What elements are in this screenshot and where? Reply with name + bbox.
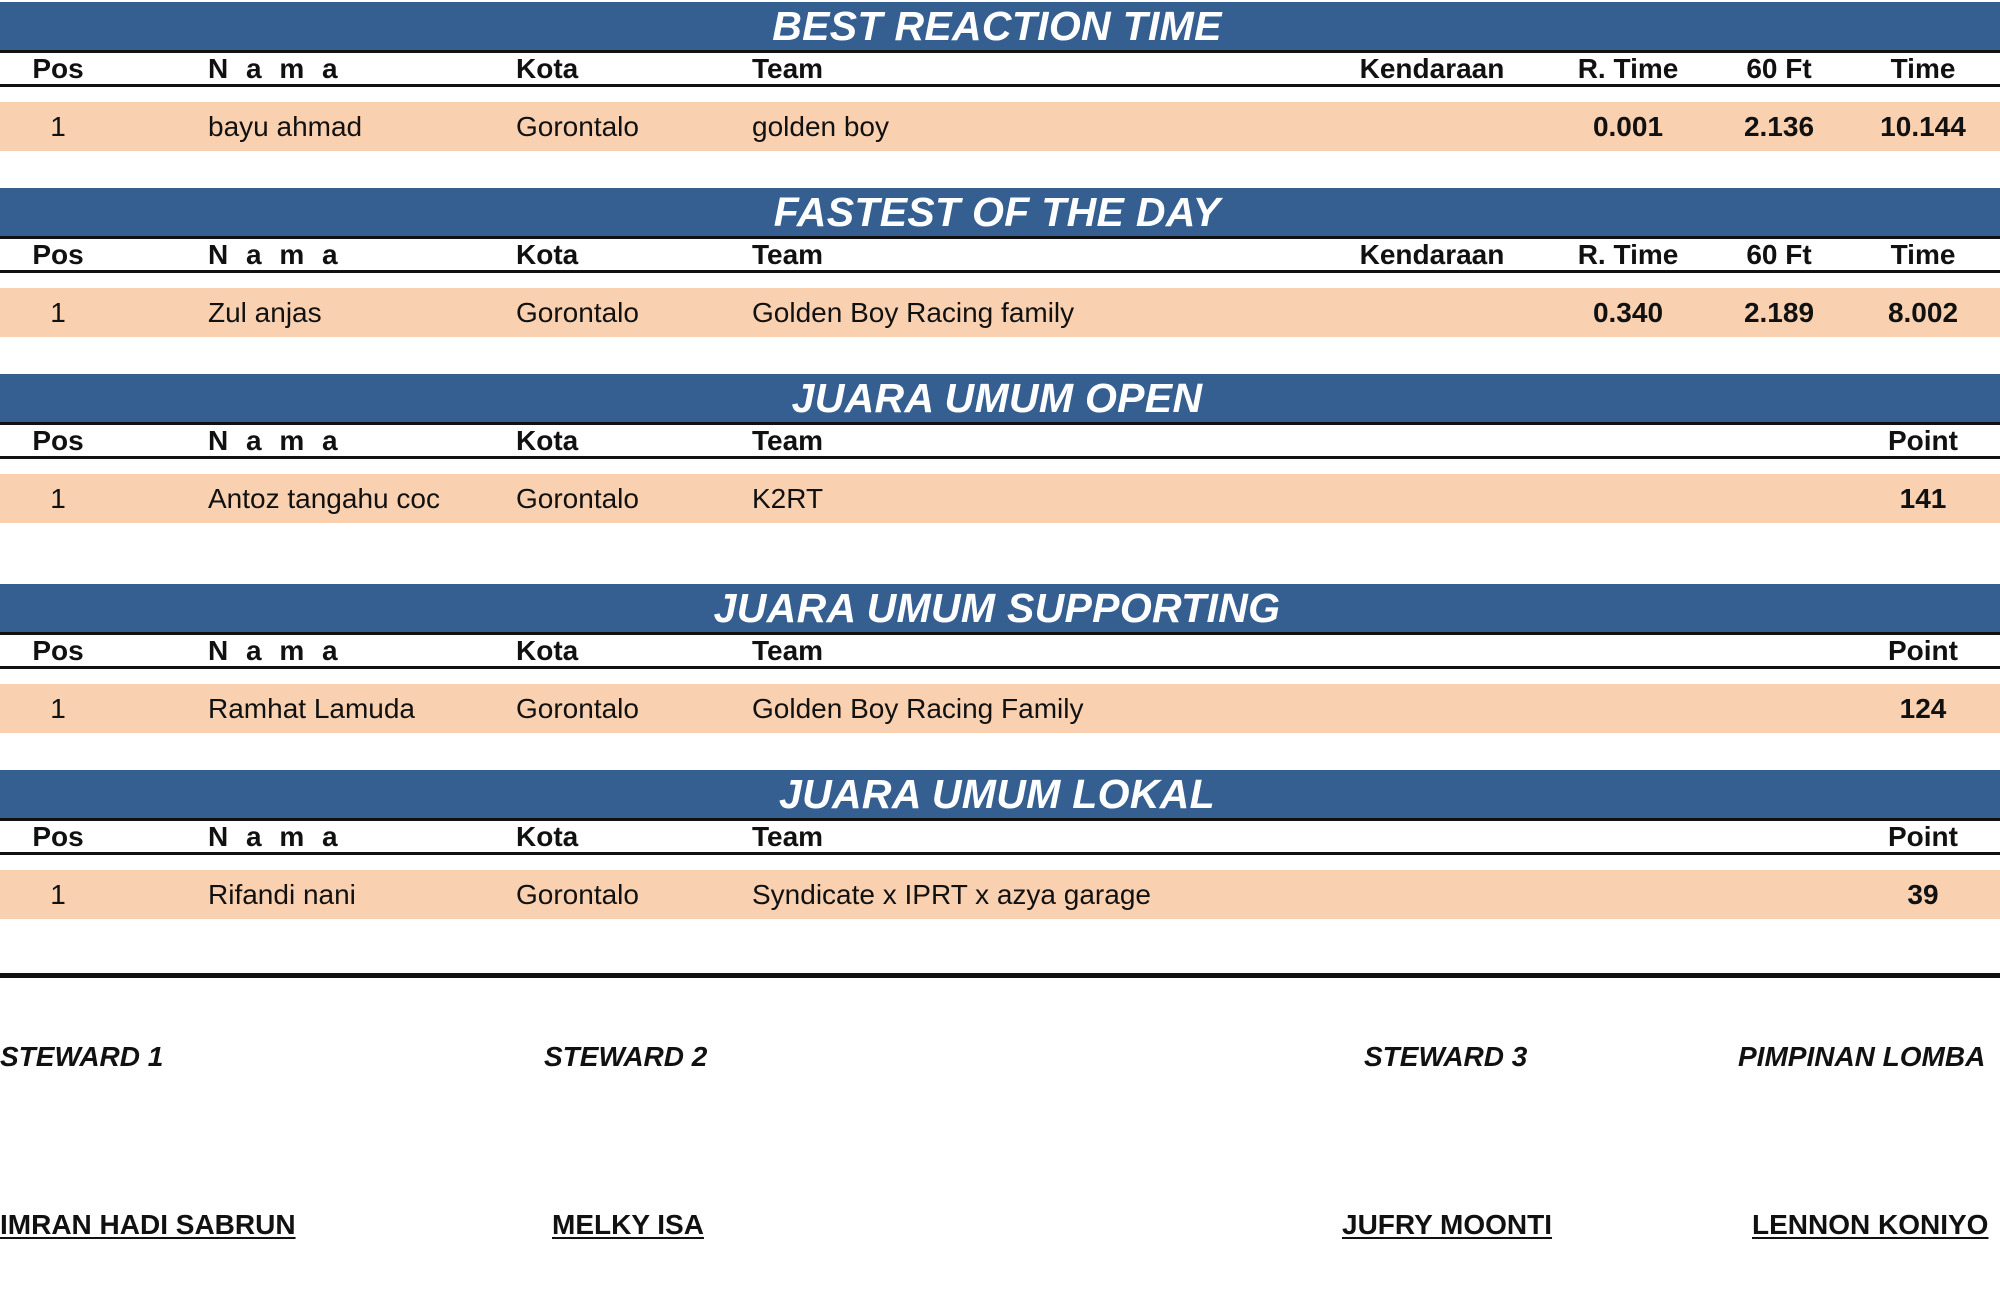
row-reaction-time: 0.001: [1592, 111, 1664, 142]
column-header-time: Time: [1890, 239, 1956, 270]
signatory-role-steward-1: STEWARD 1: [0, 1041, 164, 1072]
section-title: JUARA UMUM LOKAL: [0, 770, 2000, 818]
signatory-name-steward-3: JUFRY MOONTI: [1342, 1209, 1553, 1240]
row-name: Ramhat Lamuda: [208, 693, 416, 724]
footer-divider: [0, 973, 2000, 978]
divider: [0, 456, 2000, 459]
column-header-name: N a m a: [208, 821, 343, 852]
divider: [0, 84, 2000, 87]
table-row: [0, 870, 2000, 919]
section-title: JUARA UMUM SUPPORTING: [0, 584, 2000, 632]
column-header-city: Kota: [516, 239, 579, 270]
column-header-point: Point: [1888, 821, 1958, 852]
column-header-name: N a m a: [208, 53, 343, 84]
row-team: golden boy: [752, 111, 890, 142]
row-name: bayu ahmad: [208, 111, 363, 142]
row-team: K2RT: [752, 483, 824, 514]
row-city: Gorontalo: [516, 297, 639, 328]
signatory-name-steward-1: IMRAN HADI SABRUN: [0, 1209, 296, 1240]
row-point: 124: [1899, 693, 1947, 724]
section-title: FASTEST OF THE DAY: [0, 188, 2000, 236]
column-header-city: Kota: [516, 635, 579, 666]
row-pos: 1: [50, 483, 66, 514]
column-header-city: Kota: [516, 53, 579, 84]
column-header-team: Team: [752, 425, 824, 456]
column-header-60ft: 60 Ft: [1746, 53, 1812, 84]
row-name: Zul anjas: [208, 297, 322, 328]
column-header-reaction-time: R. Time: [1577, 239, 1679, 270]
signatory-role-steward-3: STEWARD 3: [1364, 1041, 1528, 1072]
divider: [0, 852, 2000, 855]
column-header-pos: Pos: [32, 425, 84, 456]
column-header-team: Team: [752, 53, 824, 84]
signatory-role-steward-2: STEWARD 2: [544, 1041, 708, 1072]
column-header-pos: Pos: [32, 821, 84, 852]
row-time: 10.144: [1880, 111, 1966, 142]
table-row: [0, 684, 2000, 733]
row-city: Gorontalo: [516, 483, 639, 514]
row-reaction-time: 0.340: [1592, 297, 1664, 328]
section-title: BEST REACTION TIME: [0, 2, 2000, 50]
row-pos: 1: [50, 693, 66, 724]
row-60ft: 2.136: [1743, 111, 1815, 142]
column-header-point: Point: [1888, 635, 1958, 666]
row-point: 141: [1899, 483, 1947, 514]
divider: [0, 270, 2000, 273]
row-city: Gorontalo: [516, 693, 639, 724]
column-header-team: Team: [752, 635, 824, 666]
column-header-60ft: 60 Ft: [1746, 239, 1812, 270]
row-team: Golden Boy Racing family: [752, 297, 1075, 328]
column-header-pos: Pos: [32, 239, 84, 270]
row-pos: 1: [50, 879, 66, 910]
table-row: [0, 474, 2000, 523]
column-header-name: N a m a: [208, 425, 343, 456]
column-header-reaction-time: R. Time: [1577, 53, 1679, 84]
signatory-role-race-director: PIMPINAN LOMBA: [1738, 1041, 1986, 1072]
row-team: Syndicate x IPRT x azya garage: [752, 879, 1151, 910]
column-header-point: Point: [1888, 425, 1958, 456]
signatory-name-steward-2: MELKY ISA: [552, 1209, 704, 1240]
row-city: Gorontalo: [516, 111, 639, 142]
signatory-name-race-director: LENNON KONIYO: [1752, 1209, 1989, 1240]
column-header-name: N a m a: [208, 239, 343, 270]
row-name: Antoz tangahu coc: [208, 483, 440, 514]
column-header-city: Kota: [516, 425, 579, 456]
column-header-time: Time: [1890, 53, 1956, 84]
column-header-vehicle: Kendaraan: [1359, 53, 1505, 84]
row-pos: 1: [50, 297, 66, 328]
section-title: JUARA UMUM OPEN: [0, 374, 2000, 422]
column-header-team: Team: [752, 821, 824, 852]
row-team: Golden Boy Racing Family: [752, 693, 1084, 724]
row-city: Gorontalo: [516, 879, 639, 910]
column-header-pos: Pos: [32, 635, 84, 666]
row-time: 8.002: [1887, 297, 1959, 328]
divider: [0, 666, 2000, 669]
row-point: 39: [1907, 879, 1939, 910]
row-60ft: 2.189: [1743, 297, 1815, 328]
column-header-pos: Pos: [32, 53, 84, 84]
column-header-name: N a m a: [208, 635, 343, 666]
column-header-team: Team: [752, 239, 824, 270]
table-row: [0, 288, 2000, 337]
column-header-city: Kota: [516, 821, 579, 852]
row-name: Rifandi nani: [208, 879, 356, 910]
table-row: [0, 102, 2000, 151]
row-pos: 1: [50, 111, 66, 142]
column-header-vehicle: Kendaraan: [1359, 239, 1505, 270]
